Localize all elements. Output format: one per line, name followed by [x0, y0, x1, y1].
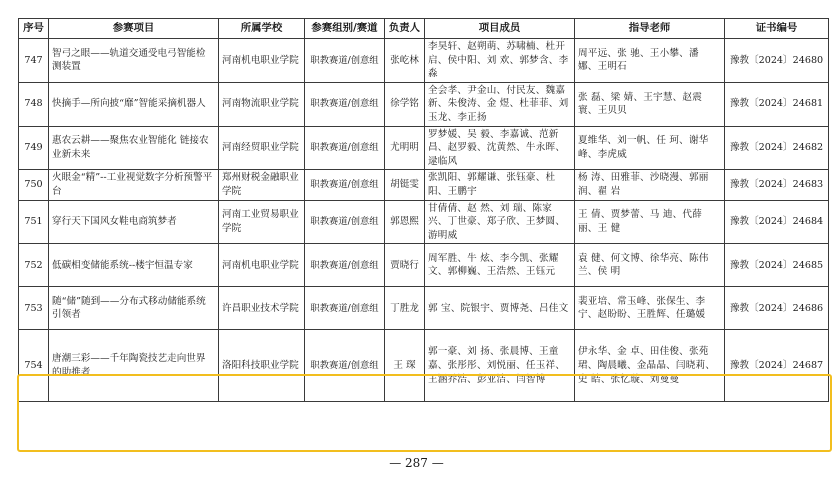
cell-group: 职教赛道/创意组: [305, 39, 385, 83]
cell-members: 郭 宝、院银宇、贾博尧、吕佳文: [425, 287, 575, 330]
header-school: 所属学校: [219, 19, 305, 39]
cell-no: 751: [19, 200, 49, 244]
cell-teachers: 王 倩、贾梦蕾、马 迪、代薛丽、王 健: [575, 200, 725, 244]
cell-project: 智弓之眼——轨道交通受电弓智能检测装置: [49, 39, 219, 83]
cell-project: 唐潮三彩——千年陶瓷技艺走向世界的助推者: [49, 330, 219, 402]
cell-leader: 王 琛: [385, 330, 425, 402]
cell-school: 许昌职业技术学院: [219, 287, 305, 330]
cell-cert: 豫教〔2024〕24687: [725, 330, 829, 402]
cell-school: 河南机电职业学院: [219, 244, 305, 287]
cell-teachers: 裴亚培、常玉峰、张保生、李 宁、赵盼盼、王胜辉、任璐媛: [575, 287, 725, 330]
table-row: [19, 82, 829, 126]
cell-teachers: 袁 健、何文博、徐华亮、陈伟兰、侯 明: [575, 244, 725, 287]
table-row: [19, 170, 829, 200]
cell-project: 低碳相变储能系统--楼宇恒温专家: [49, 244, 219, 287]
cell-school: 河南物流职业学院: [219, 82, 305, 126]
cell-school: 洛阳科技职业学院: [219, 330, 305, 402]
cell-no: 752: [19, 244, 49, 287]
cell-cert: 豫教〔2024〕24684: [725, 200, 829, 244]
header-project: 参赛项目: [49, 19, 219, 39]
table-row: [19, 39, 829, 83]
cell-group: 职教赛道/创意组: [305, 170, 385, 200]
page-number: — 287 —: [389, 456, 444, 470]
cell-school: 郑州财税金融职业学院: [219, 170, 305, 200]
cell-school: 河南工业贸易职业学院: [219, 200, 305, 244]
cell-no: 748: [19, 82, 49, 126]
cell-leader: 郭恩熙: [385, 200, 425, 244]
table-row: [19, 287, 829, 330]
project-table: [18, 18, 829, 402]
table-row: [19, 330, 829, 402]
cell-project: 随“储”随到——分布式移动储能系统引领者: [49, 287, 219, 330]
table-row: [19, 244, 829, 287]
cell-members: 郭一豪、刘 扬、张晨博、王童嘉、张彤彤、刘悦丽、任玉祥、王涵乔浩、彭亚洁、闫智博: [425, 330, 575, 402]
cell-group: 职教赛道/创意组: [305, 200, 385, 244]
header-leader: 负责人: [385, 19, 425, 39]
cell-no: 754: [19, 330, 49, 402]
cell-group: 职教赛道/创意组: [305, 244, 385, 287]
cell-teachers: 夏维华、刘一帆、任 珂、谢华峰、李虎威: [575, 126, 725, 170]
cell-project: 穿行天下国风女鞋电商筑梦者: [49, 200, 219, 244]
header-cert: 证书编号: [725, 19, 829, 39]
cell-leader: 徐学铭: [385, 82, 425, 126]
cell-no: 747: [19, 39, 49, 83]
table-header-row: [19, 19, 829, 39]
cell-teachers: 杨 涛、田雅菲、沙晓漫、郭丽润、翟 岩: [575, 170, 725, 200]
cell-group: 职教赛道/创意组: [305, 82, 385, 126]
cell-project: 惠农云耕——聚焦农业智能化 链接农业新未来: [49, 126, 219, 170]
cell-no: 749: [19, 126, 49, 170]
cell-teachers: 周平远、张 驰、王小攀、潘 娜、王明石: [575, 39, 725, 83]
table-row: [19, 200, 829, 244]
cell-members: 罗梦媛、吴 毅、李嘉诚、范新昌、赵罗毅、沈黄然、牛永晖、逯临风: [425, 126, 575, 170]
header-members: 项目成员: [425, 19, 575, 39]
cell-members: 周军胜、牛 炫、李今凯、张耀文、郭柳巍、王浩然、王钰元: [425, 244, 575, 287]
header-teachers: 指导老师: [575, 19, 725, 39]
cell-school: 河南机电职业学院: [219, 39, 305, 83]
cell-cert: 豫教〔2024〕24681: [725, 82, 829, 126]
table-row: [19, 126, 829, 170]
cell-project: 快摘手—所向披“靡”智能采摘机器人: [49, 82, 219, 126]
cell-cert: 豫教〔2024〕24682: [725, 126, 829, 170]
cell-group: 职教赛道/创意组: [305, 330, 385, 402]
cell-no: 753: [19, 287, 49, 330]
cell-leader: 丁胜龙: [385, 287, 425, 330]
cell-teachers: 伊永华、金 卓、田佳俊、张苑珺、陶晨曦、金晶晶、闫晓莉、史 皓、张忆璇、刘曼曼: [575, 330, 725, 402]
cell-members: 全会孝、尹金山、付民友、魏嘉新、朱俊涛、金 煜、杜菲菲、刘玉龙、李正扬: [425, 82, 575, 126]
cell-members: 甘倩倩、赵 然、刘 瑞、陈家兴、丁世豪、郑子欣、王梦圆、游明威: [425, 200, 575, 244]
cell-leader: 胡铤雯: [385, 170, 425, 200]
cell-school: 河南经贸职业学院: [219, 126, 305, 170]
cell-cert: 豫教〔2024〕24680: [725, 39, 829, 83]
cell-cert: 豫教〔2024〕24685: [725, 244, 829, 287]
cell-cert: 豫教〔2024〕24686: [725, 287, 829, 330]
cell-teachers: 张 磊、梁 婧、王宇慧、赵震寰、王贝贝: [575, 82, 725, 126]
header-no: 序号: [19, 19, 49, 39]
cell-leader: 尤明明: [385, 126, 425, 170]
cell-group: 职教赛道/创意组: [305, 126, 385, 170]
cell-members: 李昊轩、赵朔萌、苏啸楠、杜开启、侯中阳、刘 欢、郭梦含、李 淼: [425, 39, 575, 83]
cell-cert: 豫教〔2024〕24683: [725, 170, 829, 200]
cell-group: 职教赛道/创意组: [305, 287, 385, 330]
cell-no: 750: [19, 170, 49, 200]
cell-project: 火眼金“精”--工业视觉数字分析预警平台: [49, 170, 219, 200]
cell-leader: 贾晓行: [385, 244, 425, 287]
header-group: 参赛组别/赛道: [305, 19, 385, 39]
cell-members: 张凯阳、郭耀谦、张钰豪、杜 阳、王鹏宇: [425, 170, 575, 200]
cell-leader: 张屹林: [385, 39, 425, 83]
